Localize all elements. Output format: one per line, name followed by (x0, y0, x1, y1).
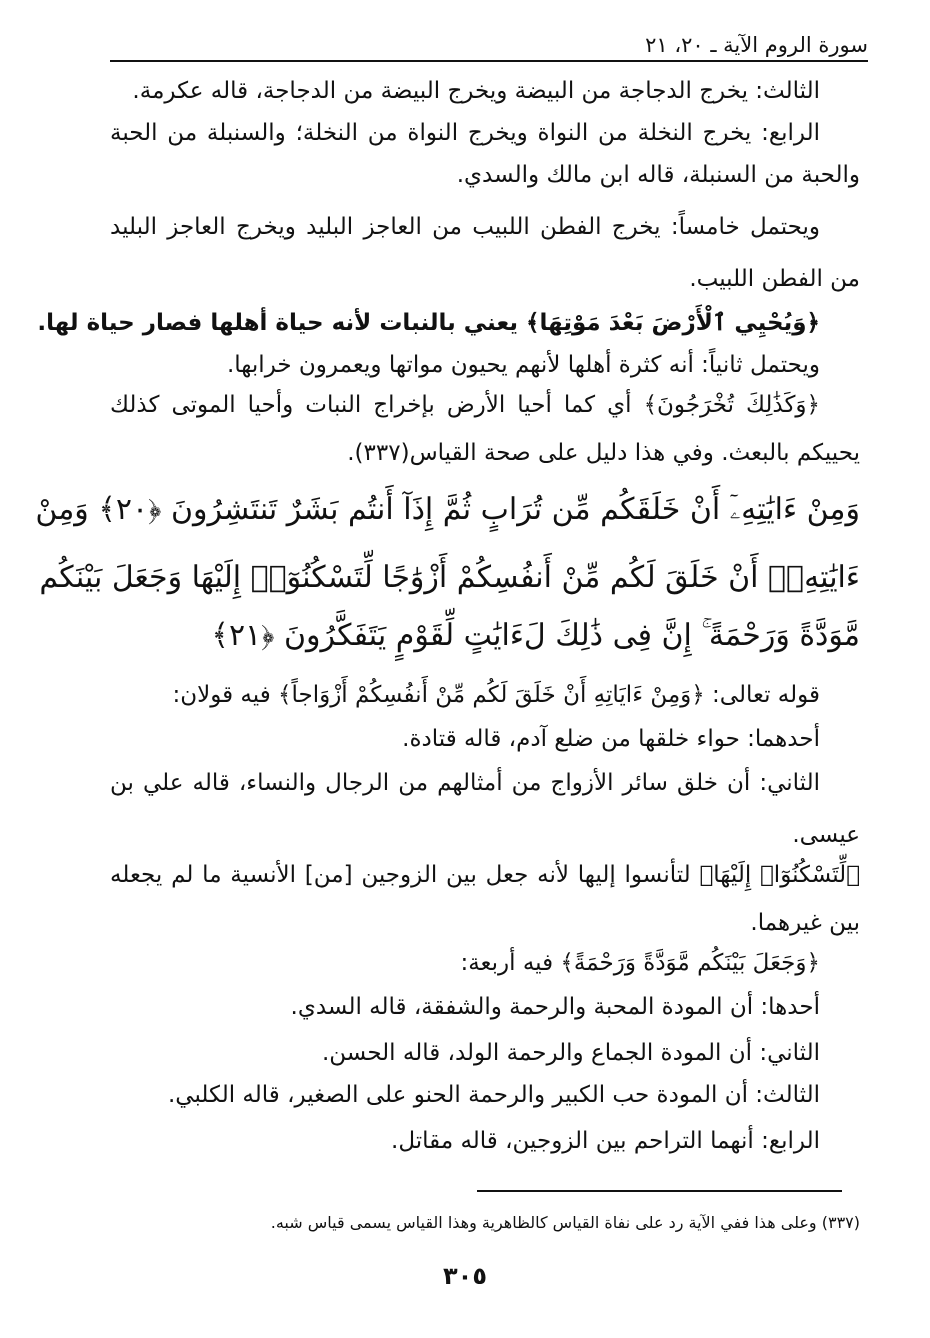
page-header-title: سورة الروم الآية ـ ٢٠، ٢١ (645, 33, 868, 57)
text-line: الثالث: أن المودة حب الكبير والرحمة الحنو على الصغير، قاله الكلبي. (167, 1082, 820, 1108)
text-line: قوله تعالى: ﴿وَمِنْ ءَايَاتِهِ أَنْ خَلَقَ لَكُم مِّنْ أَنفُسِكُمْ أَزْوَاجاً﴾ فيه قولان: (172, 682, 820, 708)
text-line: الرابع: يخرج النخلة من النواة ويخرج النواة من النخلة؛ والسنبلة من الحبة (110, 120, 820, 146)
footnote: (٣٣٧) وعلى هذا ففي الآية رد على نفاة القياس كالظاهرية وهذا القياس يسمى قياس شبه. (270, 1213, 860, 1232)
text-line: والحبة من السنبلة، قاله ابن مالك والسدي. (456, 162, 860, 188)
text-line: يحييكم بالبعث. وفي هذا دليل على صحة القياس(٣٣٧). (347, 440, 860, 466)
text-line: من الفطن اللبيب. (689, 266, 860, 292)
text-line: الثاني: أن المودة الجماع والرحمة الولد، قاله الحسن. (321, 1040, 820, 1066)
text-line: الثاني: أن خلق سائر الأزواج من أمثالهم من الرجال والنساء، قاله علي بن (110, 770, 820, 796)
quran-verse-line: وَمِنْ ءَايَٰتِهِۦٓ أَنْ خَلَقَكُم مِّن تُرَابٍ ثُمَّ إِذَآ أَنتُم بَشَرٌ تَنتَشِرُونَ ﴿٢٠﴾ وَمِنْ (35, 492, 860, 527)
text-line: ويحتمل خامساً: يخرج الفطن اللبيب من العاجز البليد ويخرج العاجز البليد (110, 214, 820, 240)
quran-verse-line: مَّوَدَّةً وَرَحْمَةً ۚ إِنَّ فِى ذَٰلِكَ لَءَايَٰتٍ لِّقَوْمٍ يَتَفَكَّرُونَ ﴿٢١﴾ (211, 618, 860, 653)
text-line: أحدها: أن المودة المحبة والرحمة والشفقة، قاله السدي. (290, 994, 820, 1020)
text-line: ﴿وَكَذَٰلِكَ تُخْرَجُونَ﴾ أي كما أحيا الأرض بإخراج النبات وأحيا الموتى كذلك (110, 392, 820, 418)
text-line: الثالث: يخرج الدجاجة من البيضة ويخرج البيضة من الدجاجة، قاله عكرمة. (132, 78, 820, 104)
text-line: ﴿وَجَعَلَ بَيْنَكُم مَّوَدَّةً وَرَحْمَةً﴾ فيه أربعة: (460, 950, 820, 976)
text-line: ﴿وَيُحْيِي ٱلْأَرْضَ بَعْدَ مَوْتِهَا﴾ يعني بالنبات لأنه حياة أهلها فصار حياة لها. (37, 310, 820, 336)
quran-verse-line: ءَايَٰتِهِۦٓ أَنْ خَلَقَ لَكُم مِّنْ أَنفُسِكُمْ أَزْوَٰجًا لِّتَسْكُنُوٓا۟ إِلَيْهَا وَجَعَلَ بَيْنَكُم (39, 560, 860, 595)
page-number: ٣٠٥ (443, 1262, 487, 1290)
footnote-divider (477, 1190, 842, 1192)
text-line: عيسى. (792, 822, 860, 848)
text-line: ﴿لِّتَسْكُنُوٓا۟ إِلَيْهَا﴾ لتأنسوا إليها لأنه جعل بين الزوجين [من] الأنسية ما لم يجعله (110, 862, 860, 888)
header-divider (110, 60, 868, 62)
text-line: بين غيرهما. (750, 910, 860, 936)
text-line: ويحتمل ثانياً: أنه كثرة أهلها لأنهم يحيون مواتها ويعمرون خرابها. (226, 352, 820, 378)
text-line: أحدهما: حواء خلقها من ضلع آدم، قاله قتادة. (402, 726, 820, 752)
text-line: الرابع: أنهما التراحم بين الزوجين، قاله مقاتل. (391, 1128, 820, 1154)
